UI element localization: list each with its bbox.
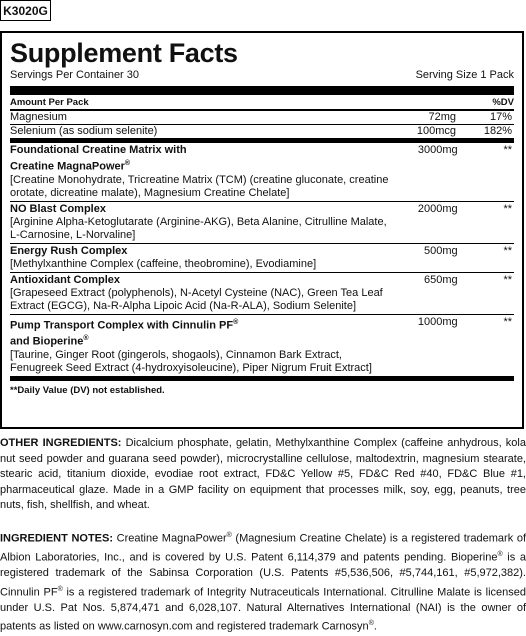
divider-thick xyxy=(10,86,514,95)
nutrient-amount: 72mg xyxy=(428,111,456,123)
blend-ingredients: [Grapeseed Extract (polyphenols), N-Acetyl Cysteine (NAC), Green Tea Leaf Extract (EGCG), Na-R-Alpha Lipoic Acid (Na-R-ALA), Sodium Selenite] xyxy=(10,286,383,312)
blend-name: Foundational Creatine Matrix with xyxy=(10,144,187,156)
nutrient-name: Magnesium xyxy=(10,111,67,123)
blend-row xyxy=(10,143,514,201)
blend-amount: 2000mg xyxy=(417,202,458,215)
ingredient-notes: INGREDIENT NOTES: Creatine MagnaPower® (Magnesium Creatine Chelate) is a registered trademark of Albion Laboratories, Inc., and is covered by U.S. Patent 6,114,379 and patents pending. Bioperine® is a registered trademark of the Sabinsa Corporation (U.S. Patents #5,536,506, #5,744,161, #5,972,382). Cinnulin PF® is a registered trademark of Integrity Nutraceuticals International. Citrulline Malate is licensed under U.S. Pat Nos. 5,874,471 and 6,028,107. Natural Alternatives International (NAI) is the owner of patents as listed on www.carnosyn.com and registered trademark Carnosyn®. xyxy=(0,532,526,634)
blend-name: Creatine MagnaPower® xyxy=(10,160,131,173)
blend-row xyxy=(10,315,514,376)
blend-amount: 3000mg xyxy=(417,144,458,156)
blend-amount: 650mg xyxy=(423,273,458,286)
product-code: K3020G xyxy=(0,0,51,21)
nutrient-dv: 17% xyxy=(489,111,512,123)
registered-mark: ® xyxy=(497,551,503,559)
column-header xyxy=(10,97,514,109)
dv-footnote: **Daily Value (DV) not established. xyxy=(10,384,165,396)
blend-name: Energy Rush Complex xyxy=(10,244,128,257)
blend-name: and Bioperine® xyxy=(10,335,89,348)
registered-mark: ® xyxy=(368,620,374,628)
nutrient-row xyxy=(10,125,514,138)
registered-mark: ® xyxy=(83,335,89,343)
supplement-facts-panel xyxy=(0,31,524,429)
blend-row xyxy=(10,202,514,243)
other-ingredients xyxy=(0,436,526,514)
nutrient-row xyxy=(10,111,514,124)
blend-dv: ** xyxy=(503,244,512,257)
facts-title: Supplement Facts xyxy=(10,38,238,68)
nutrient-amount: 100mcg xyxy=(416,125,456,137)
blend-ingredients: [Taurine, Ginger Root (gingerols, shogaols), Cinnamon Bark Extract, Fenugreek Seed Extract (4-hydroxyisoleucine), Piper Nigrum Fruit Extract] xyxy=(10,348,372,374)
blend-dv: ** xyxy=(503,144,512,156)
registered-mark: ® xyxy=(226,532,232,539)
blend-ingredients: [Creatine Monohydrate, Tricreatine Matrix (TCM) (creatine gluconate, creatine orotate, dicreatine malate), Magnesium Creatine Chelate] xyxy=(10,173,389,199)
divider-thick xyxy=(10,376,514,381)
blend-dv: ** xyxy=(503,315,512,328)
ingredient-notes-label: INGREDIENT NOTES: xyxy=(0,532,114,545)
blend-dv: ** xyxy=(503,273,512,286)
nutrient-dv: 182% xyxy=(483,125,512,137)
blend-ingredients: [Arginine Alpha-Ketoglutarate (Arginine-AKG), Beta Alanine, Citrulline Malate, L-Carnosine, L-Norvaline] xyxy=(10,215,387,241)
registered-mark: ® xyxy=(57,585,63,593)
blend-row xyxy=(10,244,514,272)
registered-mark: ® xyxy=(233,318,239,326)
blend-row xyxy=(10,273,514,314)
blend-name: Antioxidant Complex xyxy=(10,273,121,286)
blend-name: Pump Transport Complex with Cinnulin PF® xyxy=(10,318,239,332)
serving-size: Serving Size 1 Pack xyxy=(415,69,514,81)
serving-info xyxy=(10,68,514,82)
blend-amount: 500mg xyxy=(423,244,458,257)
blend-dv: ** xyxy=(503,202,512,215)
blend-amount: 1000mg xyxy=(417,315,458,328)
blend-ingredients: [Methylxanthine Complex (caffeine, theobromine), Evodiamine] xyxy=(10,257,317,270)
header-dv: %DV xyxy=(492,97,514,108)
other-ingredients-label: OTHER INGREDIENTS: xyxy=(0,437,122,449)
blend-name: NO Blast Complex xyxy=(10,202,106,215)
header-amount: Amount Per Pack xyxy=(10,97,89,108)
registered-mark: ® xyxy=(124,160,131,167)
nutrient-name: Selenium (as sodium selenite) xyxy=(10,125,158,137)
other-ingredients-text: Dicalcium phosphate, gelatin, Methylxanthine Complex (caffeine anhydrous, kola nut seed powder and guarana seed powder), microcrystalline cellulose, maltodextrin, magnesium stearate, stearic acid, titanium dioxide, evodiae root extract, FD&C Yellow #5, FD&C Red #40, FD&C Blue #1, pharmaceutical glaze. Made in a GMP facility on equipment that processes milk, soy, egg, peanuts, tree nuts, fish, shellfish, and wheat. xyxy=(0,437,526,511)
servings-per-container: Servings Per Container 30 xyxy=(10,69,140,81)
